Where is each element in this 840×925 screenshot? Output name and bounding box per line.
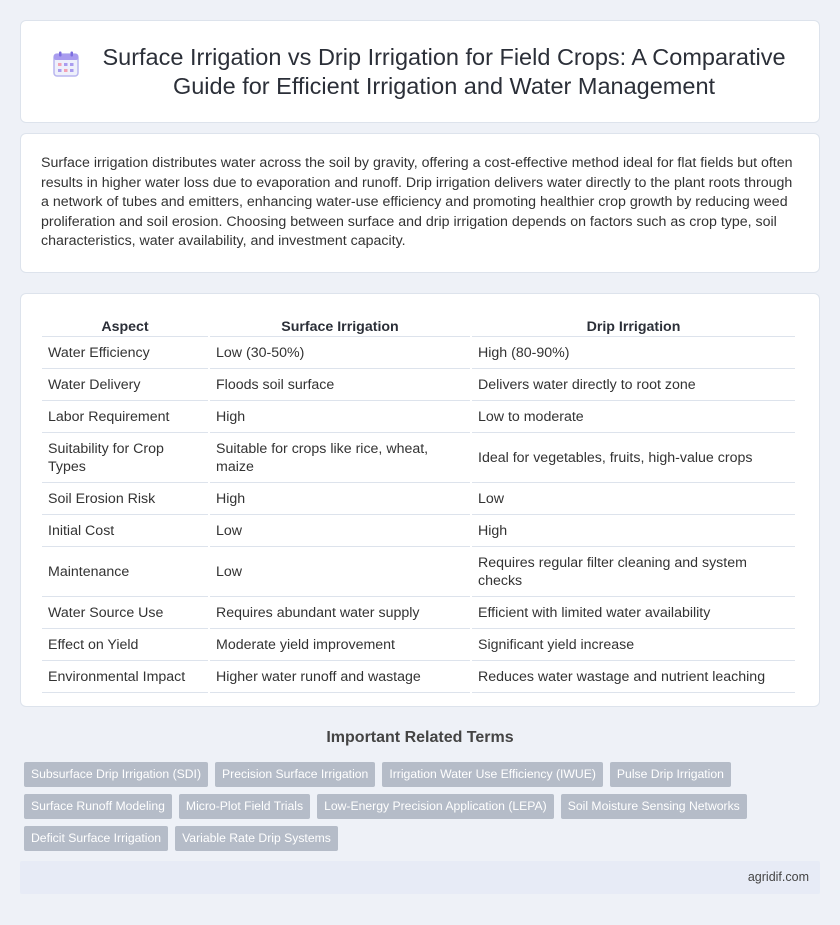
table-row (42, 663, 795, 693)
cell-drip: High (472, 517, 795, 547)
table-row (42, 549, 795, 597)
calendar-icon (51, 49, 81, 79)
cell-aspect: Water Source Use (42, 599, 208, 629)
cell-surface: High (210, 485, 470, 515)
table-row (42, 435, 795, 483)
cell-drip: Requires regular filter cleaning and system checks (472, 549, 795, 597)
cell-drip: Low (472, 485, 795, 515)
cell-aspect: Soil Erosion Risk (42, 485, 208, 515)
related-term-tag[interactable]: Low-Energy Precision Application (LEPA) (317, 794, 554, 819)
cell-aspect: Water Efficiency (42, 339, 208, 369)
intro-paragraph: Surface irrigation distributes water across the soil by gravity, offering a cost-effective method ideal for flat fields but often results in higher water loss due to evaporation and runoff. Drip irrigation delivers water directly to the plant roots through a network of tubes and emitters, enhancing water-use efficiency and promoting healthier crop growth by reducing weed proliferation and soil erosion. Choosing between surface and drip irrigation depends on factors such as crop type, soil characteristics, water availability, and investment capacity. (41, 155, 793, 250)
intro-card (20, 133, 820, 273)
related-term-tag[interactable]: Micro-Plot Field Trials (179, 794, 310, 819)
related-term-tag[interactable]: Surface Runoff Modeling (24, 794, 172, 819)
table-header-row (42, 316, 795, 337)
cell-surface: Moderate yield improvement (210, 631, 470, 661)
cell-aspect: Environmental Impact (42, 663, 208, 693)
cell-aspect: Effect on Yield (42, 631, 208, 661)
cell-aspect: Initial Cost (42, 517, 208, 547)
related-term-tag[interactable]: Irrigation Water Use Efficiency (IWUE) (382, 762, 603, 787)
cell-aspect: Maintenance (42, 549, 208, 597)
related-term-tag[interactable]: Pulse Drip Irrigation (610, 762, 731, 787)
related-term-tag[interactable]: Variable Rate Drip Systems (175, 826, 338, 851)
page-title: Surface Irrigation vs Drip Irrigation for Field Crops: A Comparative Guide for Efficient Irrigation and Water Management (102, 43, 786, 99)
header-drip-irrigation: Drip Irrigation (472, 316, 795, 337)
table-row (42, 485, 795, 515)
related-terms-list (24, 762, 784, 858)
title-card (20, 20, 820, 123)
comparison-table-card (20, 293, 820, 707)
cell-drip: Low to moderate (472, 403, 795, 433)
cell-surface: Low (210, 517, 470, 547)
cell-aspect: Labor Requirement (42, 403, 208, 433)
cell-drip: Efficient with limited water availability (472, 599, 795, 629)
cell-drip: High (80-90%) (472, 339, 795, 369)
cell-surface: High (210, 403, 470, 433)
table-row (42, 339, 795, 369)
cell-surface: Low (30-50%) (210, 339, 470, 369)
header-surface-irrigation: Surface Irrigation (210, 316, 470, 337)
table-row (42, 371, 795, 401)
comparison-table (40, 314, 797, 695)
cell-drip: Reduces water wastage and nutrient leaching (472, 663, 795, 693)
footer (20, 861, 820, 894)
cell-surface: Requires abundant water supply (210, 599, 470, 629)
table-row (42, 599, 795, 629)
related-term-tag[interactable]: Soil Moisture Sensing Networks (561, 794, 747, 819)
cell-aspect: Suitability for Crop Types (42, 435, 208, 483)
cell-drip: Significant yield increase (472, 631, 795, 661)
table-row (42, 631, 795, 661)
related-terms-title: Important Related Terms (326, 729, 514, 746)
footer-site-link[interactable]: agridif.com (747, 870, 809, 884)
cell-surface: Low (210, 549, 470, 597)
title-row (51, 43, 789, 101)
related-term-tag[interactable]: Subsurface Drip Irrigation (SDI) (24, 762, 208, 787)
cell-surface: Suitable for crops like rice, wheat, maize (210, 435, 470, 483)
related-term-tag[interactable]: Precision Surface Irrigation (215, 762, 375, 787)
cell-surface: Higher water runoff and wastage (210, 663, 470, 693)
cell-aspect: Water Delivery (42, 371, 208, 401)
cell-surface: Floods soil surface (210, 371, 470, 401)
related-term-tag[interactable]: Deficit Surface Irrigation (24, 826, 168, 851)
header-aspect: Aspect (42, 316, 208, 337)
table-row (42, 403, 795, 433)
cell-drip: Ideal for vegetables, fruits, high-value crops (472, 435, 795, 483)
cell-drip: Delivers water directly to root zone (472, 371, 795, 401)
table-row (42, 517, 795, 547)
